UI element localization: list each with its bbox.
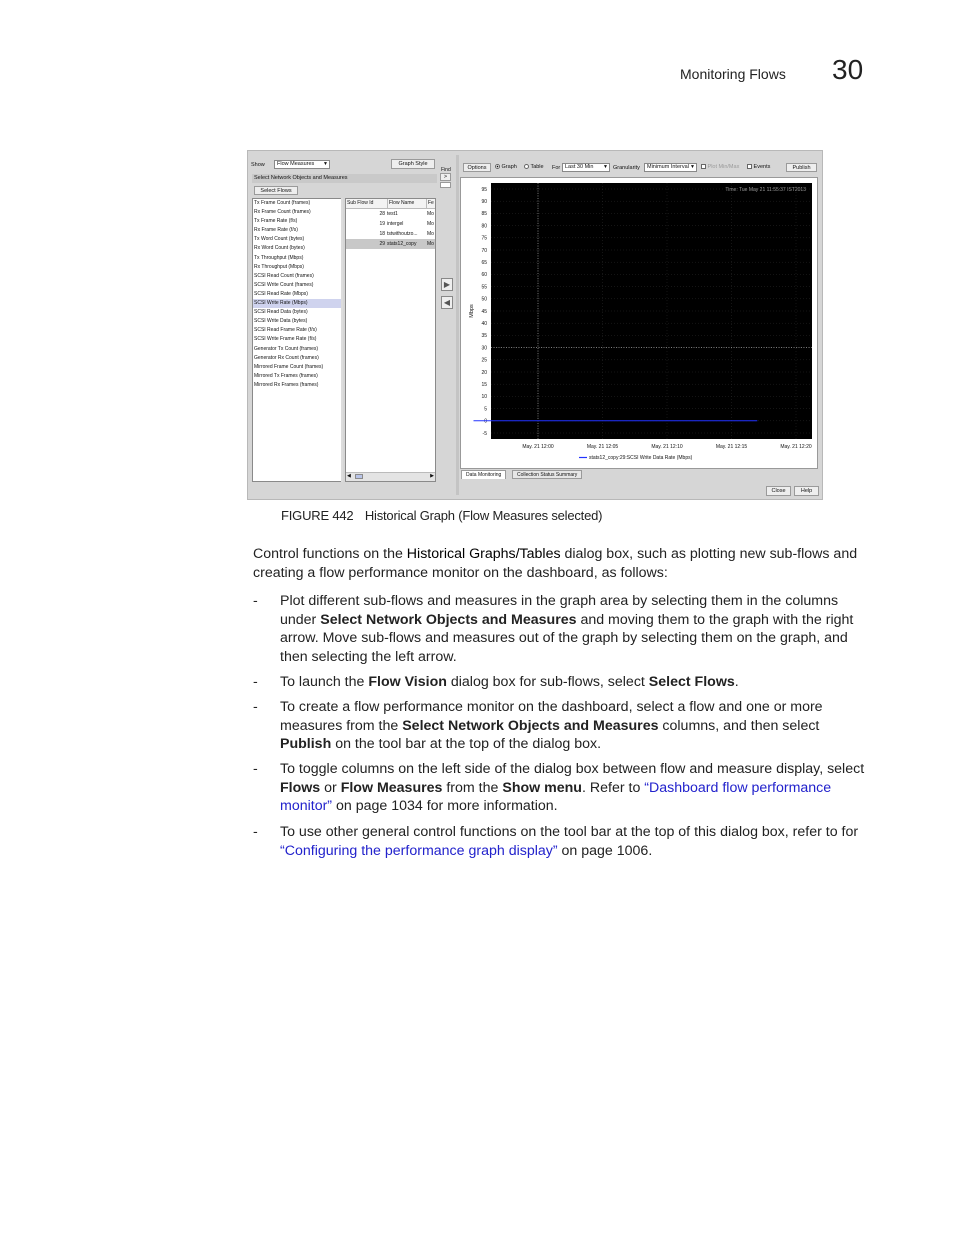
- bullet-emphasis: Select Network Objects and Measures: [320, 611, 577, 628]
- bullet-emphasis: Show menu: [502, 779, 582, 796]
- list-item[interactable]: Mirrored Tx Frames (frames): [254, 372, 318, 379]
- list-item[interactable]: SCSI Write Frame Rate (f/s): [254, 336, 317, 343]
- list-item[interactable]: SCSI Read Count (frames): [254, 272, 314, 279]
- list-item[interactable]: Rx Word Count (bytes): [254, 245, 305, 252]
- list-item[interactable]: Mirrored Frame Count (frames): [254, 363, 324, 370]
- chart-timestamp: Time: Tue May 21 11:55:37 IST2013: [725, 187, 806, 193]
- table-radio-label: Table: [530, 164, 544, 170]
- granularity-label: Granularity: [613, 165, 640, 171]
- bullet-text-part: . Refer to: [581, 779, 645, 796]
- chapter-number: 30: [832, 54, 864, 85]
- section-title: Select Network Objects and Measures: [252, 174, 437, 183]
- bullet-emphasis: Flow Vision: [368, 674, 447, 690]
- col-fe[interactable]: Fe: [428, 200, 434, 206]
- tab-data-monitoring[interactable]: Data Monitoring: [461, 470, 506, 479]
- bullet-text-part: To toggle columns on the left side of the dialog box between flow and measure display, select: [280, 761, 865, 777]
- graph-radio[interactable]: [495, 164, 517, 170]
- show-select[interactable]: [274, 160, 330, 169]
- y-tick-label: 15: [481, 382, 487, 388]
- running-header-title: Monitoring Flows: [680, 66, 786, 82]
- table-row[interactable]: [346, 229, 435, 239]
- list-item[interactable]: Generator Tx Count (frames): [254, 345, 319, 352]
- list-item[interactable]: Rx Frame Rate (f/s): [254, 227, 298, 234]
- configuring-graph-display-link[interactable]: “Configuring the performance graph display”: [280, 842, 558, 859]
- list-item[interactable]: SCSI Write Rate (Mbps): [253, 299, 342, 308]
- scroll-right-icon[interactable]: ▶: [430, 473, 434, 479]
- list-item[interactable]: Generator Rx Count (frames): [254, 354, 319, 361]
- y-tick-label: 55: [481, 284, 487, 291]
- flow-fe: Mo: [427, 241, 434, 247]
- panel-splitter[interactable]: [456, 155, 459, 495]
- table-radio[interactable]: [524, 164, 544, 170]
- chevron-down-icon: ▼: [603, 164, 608, 170]
- x-tick-label: May. 21 12:15: [715, 444, 748, 450]
- flow-id: 29: [379, 241, 385, 247]
- col-flow-name[interactable]: Flow Name: [389, 200, 415, 206]
- options-button[interactable]: Options: [463, 163, 491, 172]
- table-radio-icon: [524, 164, 529, 169]
- graph-radio-icon: [495, 164, 500, 169]
- bullet-text: [280, 592, 869, 667]
- x-tick-label: May. 21 12:20: [780, 444, 812, 450]
- y-tick-label: 35: [481, 333, 487, 340]
- list-item[interactable]: SCSI Write Count (frames): [254, 281, 314, 288]
- list-item[interactable]: Rx Frame Count (frames): [254, 209, 311, 216]
- bullet-text-part: on page 1034 for more information.: [332, 798, 558, 815]
- bullet-text-part: from the: [442, 779, 503, 796]
- list-item[interactable]: SCSI Read Data (bytes): [254, 309, 308, 316]
- scroll-left-icon[interactable]: ◀: [347, 473, 351, 479]
- y-tick-label: 20: [481, 369, 487, 376]
- measures-list-scrollbar[interactable]: [341, 198, 343, 482]
- bullet-text: [280, 698, 869, 754]
- find-label: Find: [441, 167, 451, 173]
- list-item[interactable]: Tx Frame Rate (f/s): [254, 218, 298, 225]
- legend-label: stats12_copy:29:SCSI Write Data Rate (Mbps): [589, 455, 693, 461]
- historical-graph-screenshot: [247, 150, 823, 500]
- chevron-down-icon: ▼: [323, 161, 328, 167]
- y-tick-label: 65: [481, 260, 487, 266]
- flow-fe: Mo: [427, 221, 434, 227]
- events-label: Events: [753, 164, 771, 170]
- bullet-text-part: Plot different sub-flows and measures in the graph area by selecting them in the columns under: [280, 593, 839, 628]
- bullet-emphasis: Flows: [280, 779, 321, 796]
- figure-number: FIGURE 442: [281, 508, 354, 523]
- intro-paragraph: [253, 545, 869, 582]
- list-item[interactable]: SCSI Write Data (bytes): [254, 318, 308, 325]
- list-item[interactable]: Mirrored Rx Frames (frames): [254, 381, 319, 388]
- y-tick-label: 30: [481, 345, 487, 352]
- table-row-selected[interactable]: [346, 239, 435, 249]
- bullet-text-part: on the tool bar at the top of the dialog box.: [331, 736, 602, 753]
- bullet-text-part: or: [320, 779, 341, 796]
- flow-fe: Mo: [427, 231, 434, 237]
- figure-title: Historical Graph (Flow Measures selected): [364, 508, 603, 523]
- bullet-dash: -: [253, 593, 258, 609]
- events-checkbox[interactable]: [747, 164, 770, 170]
- move-right-arrow-icon[interactable]: ▶: [441, 278, 453, 291]
- y-tick-label: 75: [481, 235, 487, 242]
- select-flows-button[interactable]: Select Flows: [254, 186, 298, 195]
- list-item[interactable]: Tx Frame Count (frames): [254, 200, 311, 206]
- y-tick-label: 45: [481, 308, 487, 315]
- historical-chart: [461, 178, 817, 468]
- show-label: Show: [251, 162, 265, 168]
- flow-id: 28: [379, 211, 385, 217]
- tab-collection-status-summary[interactable]: Collection Status Summary: [512, 470, 582, 479]
- measures-list[interactable]: [252, 198, 343, 482]
- list-item[interactable]: Tx Word Count (bytes): [254, 236, 305, 243]
- intro-text: Control functions on the: [253, 546, 407, 562]
- y-tick-label: 90: [481, 199, 487, 205]
- bullet-emphasis: Flow Measures: [340, 779, 443, 796]
- y-tick-label: 70: [481, 247, 487, 254]
- col-sub-flow-id[interactable]: Sub Flow Id: [347, 200, 374, 206]
- move-left-arrow-icon[interactable]: ◀: [441, 296, 453, 309]
- list-item[interactable]: SCSI Read Rate (Mbps): [254, 290, 308, 297]
- table-row[interactable]: [346, 209, 435, 219]
- bullet-text-part: and moving them to the graph with the right arrow. Move sub-flows and measures out of the graph by selecting them on the graph, and then selecting the left arrow.: [280, 611, 854, 666]
- y-tick-label: 5: [484, 406, 487, 413]
- bullet-emphasis: Select Network Objects and Measures: [402, 717, 659, 734]
- bullet-dash: -: [253, 674, 258, 690]
- list-item[interactable]: Tx Throughput (Mbps): [254, 254, 304, 261]
- list-item[interactable]: Rx Throughput (Mbps): [254, 263, 304, 270]
- y-axis-label: Mbps: [469, 304, 475, 318]
- flow-name: intergel: [387, 221, 404, 227]
- graph-radio-label: Graph: [501, 164, 517, 170]
- y-tick-label: 85: [481, 211, 487, 218]
- bullet-text-part: To use other general control functions on the tool bar at the top of this dialog box, refer to for: [280, 824, 859, 840]
- dashboard-flow-monitor-link[interactable]: “Dashboard flow performance monitor”: [280, 779, 832, 815]
- flow-name: tstwithoutzo...: [387, 231, 418, 237]
- checkbox-icon: [701, 164, 706, 169]
- for-label: For: [552, 165, 561, 171]
- publish-button[interactable]: Publish: [786, 163, 817, 172]
- scroll-thumb[interactable]: [355, 474, 363, 479]
- x-tick-label: May. 21 12:10: [651, 444, 683, 450]
- flows-table-hscroll[interactable]: [346, 472, 435, 481]
- figure-caption: [281, 508, 602, 523]
- period-select[interactable]: [562, 163, 610, 172]
- y-tick-label: 80: [481, 223, 487, 230]
- y-tick-label: 40: [481, 321, 487, 327]
- y-tick-label: 10: [481, 394, 487, 401]
- find-field[interactable]: [440, 182, 451, 188]
- flow-fe: Mo: [427, 211, 434, 217]
- flow-name: stats12_copy: [387, 241, 417, 247]
- bullet-text: [280, 673, 869, 692]
- flow-id: 18: [379, 231, 385, 237]
- y-tick-label: 50: [481, 296, 487, 303]
- help-button[interactable]: Help: [794, 486, 819, 496]
- bullet-emphasis: Publish: [280, 736, 332, 753]
- bullet-text-part: columns, and then select: [658, 717, 820, 734]
- show-select-value: Flow Measures: [277, 161, 315, 167]
- flow-name: test1: [387, 211, 398, 217]
- intro-emphasis: Historical Graphs/Tables: [406, 546, 561, 562]
- bullet-dash: -: [253, 761, 258, 777]
- bullet-text: [280, 823, 869, 860]
- bullet-text: [280, 760, 869, 816]
- bullet-text-part: .: [734, 674, 739, 690]
- y-tick-label: 60: [481, 272, 487, 279]
- graph-style-button[interactable]: Graph Style: [391, 159, 435, 169]
- intro-text: dialog box, such as plotting new sub-flows and creating a flow performance monitor on the dashboard, as follows:: [253, 546, 858, 581]
- close-button[interactable]: Close: [766, 486, 791, 496]
- bullet-dash: -: [253, 824, 258, 840]
- plot-min-max-label: Plot Min/Max: [707, 164, 740, 170]
- flow-id: 19: [379, 221, 385, 227]
- x-tick-label: May. 21 12:00: [522, 444, 554, 450]
- list-item[interactable]: SCSI Read Frame Rate (f/s): [254, 327, 317, 334]
- bullet-emphasis: Select Flows: [648, 674, 735, 690]
- y-tick-label: 95: [481, 186, 487, 193]
- bullet-text-part: To launch the: [280, 674, 369, 690]
- granularity-select[interactable]: [644, 163, 697, 172]
- granularity-select-value: Minimum Interval: [647, 164, 689, 170]
- y-tick-label: 0: [484, 418, 487, 425]
- y-tick-label: 25: [481, 357, 487, 364]
- chart-panel: [460, 177, 818, 469]
- chevron-down-icon: ▼: [690, 164, 695, 170]
- x-tick-label: May. 21 12:05: [586, 444, 619, 450]
- y-tick-label: -5: [482, 430, 487, 437]
- plot-min-max-checkbox[interactable]: [701, 164, 739, 170]
- bullet-dash: -: [253, 699, 258, 715]
- flows-table-header: [346, 199, 435, 209]
- bullet-text-part: To create a flow performance monitor on the dashboard, select a flow and one or more measures from the: [280, 699, 823, 734]
- table-row[interactable]: [346, 219, 435, 229]
- find-button[interactable]: >: [440, 173, 451, 181]
- checkbox-icon: [747, 164, 752, 169]
- bullet-text-part: dialog box for sub-flows, select: [446, 674, 649, 690]
- period-select-value: Last 30 Min: [565, 164, 594, 170]
- flows-table[interactable]: [345, 198, 436, 482]
- bullet-text-part: on page 1006.: [557, 842, 653, 859]
